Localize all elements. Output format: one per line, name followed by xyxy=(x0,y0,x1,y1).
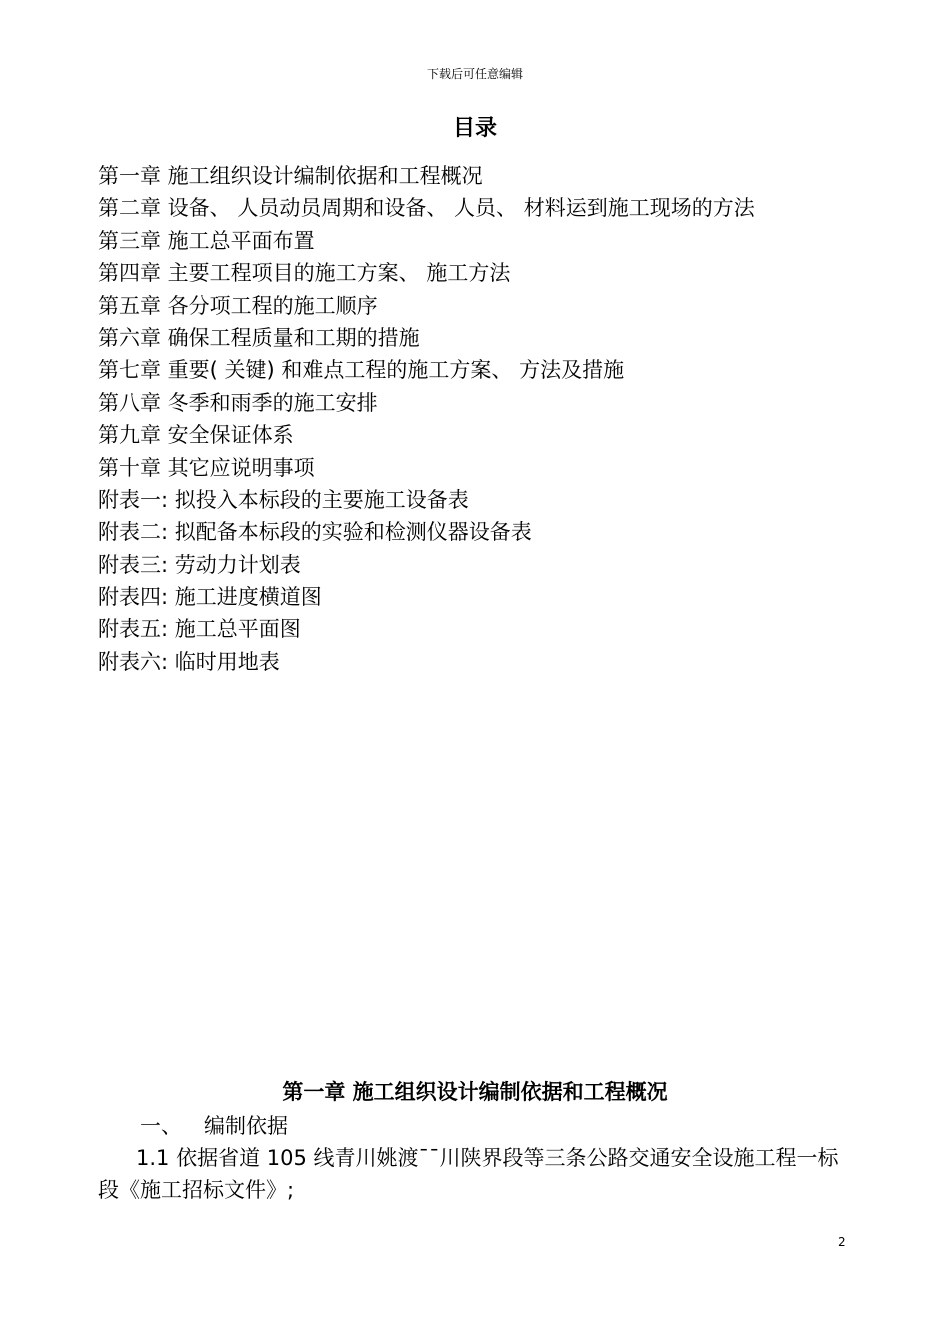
section-number: 一、 xyxy=(140,1114,182,1138)
toc-item-chapter-4: 第四章 主要工程项目的施工方案、 施工方法 xyxy=(98,261,511,286)
toc-item-appendix-6: 附表六: 临时用地表 xyxy=(98,649,280,674)
chapter-heading: 第一章 施工组织设计编制依据和工程概况 xyxy=(282,1080,668,1104)
toc-item-appendix-4: 附表四: 施工进度横道图 xyxy=(98,585,322,610)
toc-item-chapter-8: 第八章 冬季和雨季的施工安排 xyxy=(98,390,378,415)
toc-item-chapter-7: 第七章 重要( 关键) 和难点工程的施工方案、 方法及措施 xyxy=(98,358,625,383)
toc-item-chapter-5: 第五章 各分项工程的施工顺序 xyxy=(98,293,378,318)
section-title: 编制依据 xyxy=(204,1114,288,1138)
toc-item-chapter-1: 第一章 施工组织设计编制依据和工程概况 xyxy=(98,164,483,188)
toc-item-chapter-2: 第二章 设备、 人员动员周期和设备、 人员、 材料运到施工现场的方法 xyxy=(98,196,755,221)
toc-item-chapter-10: 第十章 其它应说明事项 xyxy=(98,455,315,480)
toc-item-appendix-2: 附表二: 拟配备本标段的实验和检测仪器设备表 xyxy=(98,520,532,545)
toc-list xyxy=(98,160,755,678)
toc-item-chapter-6: 第六章 确保工程质量和工期的措施 xyxy=(98,325,420,350)
toc-item-appendix-5: 附表五: 施工总平面图 xyxy=(98,617,301,642)
header-note: 下载后可任意编辑 xyxy=(426,67,523,81)
toc-title: 目录 xyxy=(452,116,497,141)
toc-item-appendix-3: 附表三: 劳动力计划表 xyxy=(98,552,301,577)
toc-item-appendix-1: 附表一: 拟投入本标段的主要施工设备表 xyxy=(98,487,469,512)
body-paragraph: 1.1 依据省道 105 线青川姚渡¯¯川陕界段等三条公路交通安全设施工程一标段《施工招标文件》; xyxy=(98,1146,839,1202)
page-number: 2 xyxy=(838,1235,846,1249)
toc-item-chapter-3: 第三章 施工总平面布置 xyxy=(98,228,315,253)
section-heading xyxy=(140,1110,288,1142)
toc-item-chapter-9: 第九章 安全保证体系 xyxy=(98,423,294,448)
